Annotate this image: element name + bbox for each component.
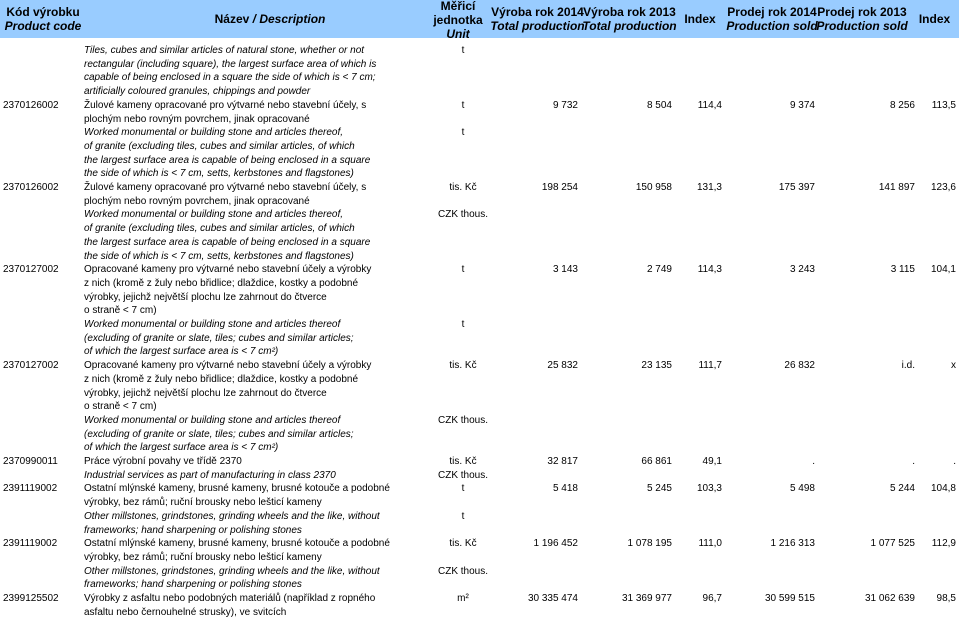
description-cz-line: Opracované kameny pro výtvarné nebo stavební účely a výrobky [84,360,372,372]
description-en-line: of which the largest surface area is < 7 cm²) [84,442,279,454]
table-body [0,44,959,618]
unit-en: t [461,45,465,56]
description-en-line: artificially coloured granules, chippings and powder [84,86,311,98]
value-c2: 150 958 [635,182,672,193]
description-en-line: Worked monumental or building stone and articles thereof [84,319,341,330]
value-c1: 30 335 474 [527,593,578,604]
value-c6: 104,8 [930,483,956,495]
unit-en: CZK thous. [437,414,489,426]
value-c2: 2 749 [646,264,672,276]
unit-cz: t [461,483,465,495]
description-cz-line: plochým nebo rovným povrchem, jinak opracované [84,113,310,125]
description-cz-line: Ostatní mlýnské kameny, brusné kameny, brusné kotouče a podobné [84,483,390,495]
description-en-line: Tiles, cubes and similar articles of natural stone, whether or not [84,45,365,56]
unit-en: CZK thous. [437,565,489,577]
unit-cz: tis. Kč [449,456,477,467]
description-en-line: capable of being enclosed in a square the side of which is < 7 cm; [84,72,376,84]
unit-en: t [461,127,465,139]
description-cz-line: o straně < 7 cm) [84,305,157,317]
value-c3: 114,3 [697,264,722,276]
value-c6: 104,1 [930,264,956,276]
header-unit-cz2: jednotka [433,13,483,27]
description-en-line: frameworks; hand sharpening or polishing stones [84,579,302,591]
description-cz-line: Výrobky z asfaltu nebo podobných materiálů (například z ropného [84,593,376,604]
header-unit [418,0,498,41]
unit-cz: t [461,99,465,111]
value-c1: 9 732 [552,99,578,111]
value-c4: 3 243 [789,264,815,276]
value-c2: 23 135 [641,360,672,372]
header-unit-cz1: Měřicí [440,0,476,13]
unit-cz: tis. Kč [449,538,477,550]
value-c3: 103,3 [696,483,722,495]
description-en-line: the side of which is < 7 cm, setts, kerbstones and flagstones) [84,250,354,262]
value-c2: 66 861 [641,456,672,467]
description-en-line: Other millstones, grindstones, grinding wheels and the like, without [84,565,380,577]
value-c4: 1 216 313 [770,538,815,550]
header-prod2013-en: Total production [582,19,677,33]
header-code-en: Product code [4,19,82,33]
header-unit-en: Unit [446,27,470,41]
description-en-line: (excluding of granite or slate, tiles; cubes and similar articles; [84,428,354,440]
product-code: 2370127002 [3,264,59,276]
description-cz-line: o straně < 7 cm) [84,401,157,413]
value-c4: 26 832 [784,360,815,372]
header-code-cz: Kód výrobku [6,5,80,19]
description-en-line: the side of which is < 7 cm, setts, kerbstones and flagstones) [84,168,354,180]
header-sold-2014 [722,5,822,33]
value-c2: 1 078 195 [627,538,672,550]
description-cz-line: Ostatní mlýnské kameny, brusné kameny, brusné kotouče a podobné [84,538,390,550]
description-en-line: Worked monumental or building stone and articles thereof, [84,209,344,221]
value-c1: 5 418 [552,483,578,495]
value-c5: 31 062 639 [864,593,915,604]
product-code: 2391119002 [3,483,58,495]
product-code: 2370126002 [3,99,59,111]
description-cz-line: Žulové kameny opracované pro výtvarné nebo stavební účely, s [84,99,367,111]
value-c1: 198 254 [541,182,578,193]
value-c4: 30 599 515 [764,593,815,604]
value-c5: 8 256 [889,99,915,111]
value-c5: . [912,456,915,467]
value-c6: 113,5 [931,99,956,111]
header-product-code [0,5,86,33]
value-c4: 9 374 [789,99,815,111]
header-sold2014-cz: Prodej rok 2014 [727,5,817,19]
value-c6: 112,9 [931,538,956,550]
description-cz-line: výrobky, jejichž největší plochu lze zahrnout do čtverce [84,291,327,303]
product-code: 2391119002 [3,538,58,550]
description-cz-line: výrobky, bez rámů; ruční brousky nebo lešticí kameny [84,551,322,563]
unit-cz: t [461,264,465,276]
unit-cz: tis. Kč [449,360,477,372]
value-c5: i.d. [901,360,915,372]
header-sold-2013 [812,5,912,33]
value-c1: 3 143 [552,264,578,276]
description-cz-line: plochým nebo rovným povrchem, jinak opracované [84,195,310,207]
header-index-production: Index [684,12,716,26]
unit-en: CZK thous. [437,469,489,481]
product-code: 2370990011 [3,456,58,467]
description-cz-line: Práce výrobní povahy ve třídě 2370 [84,456,242,467]
unit-cz: tis. Kč [449,182,477,193]
header-prod2013-cz: Výroba rok 2013 [583,5,676,19]
header-desc-cz: Název [214,12,250,26]
header-sold2013-en: Production sold [816,19,908,33]
description-en-line: of granite (excluding tiles, cubes and similar articles, of which [84,223,355,235]
unit-en: CZK thous. [437,209,489,221]
description-cz-line: z nich (kromě z žuly nebo břidlice; dlaždice, kostky a podobné [84,373,359,385]
product-code: 2370127002 [3,360,59,372]
description-cz-line: výrobky, jejichž největší plochu lze zahrnout do čtverce [84,387,327,399]
value-c4: 175 397 [778,182,815,193]
header-desc-sep: / [249,12,260,26]
header-production-2013 [582,5,677,33]
value-c2: 31 369 977 [621,593,672,604]
value-c3: 49,1 [702,456,722,467]
description-cz-line: asfaltu nebo černouhelné strusky), ve svitcích [84,606,287,618]
table-header [0,0,959,41]
unit-cz: m² [457,593,469,604]
description-en-line: frameworks; hand sharpening or polishing stones [84,524,302,536]
header-prod2014-cz: Výroba rok 2014 [491,5,584,19]
header-desc-en: Description [259,12,326,26]
header-sold2013-cz: Prodej rok 2013 [817,5,907,19]
value-c4: . [812,456,815,467]
value-c3: 96,7 [702,593,722,604]
description-en-line: of granite (excluding tiles, cubes and similar articles, of which [84,140,355,152]
value-c5: 1 077 525 [870,538,915,550]
header-description [125,12,415,26]
value-c2: 8 504 [646,99,672,111]
description-en-line: Other millstones, grindstones, grinding wheels and the like, without [84,510,380,522]
description-en-line: (excluding of granite or slate, tiles; cubes and similar articles; [84,332,354,344]
description-en-line: the largest surface area is capable of being enclosed in a square [84,236,371,248]
value-c3: 111,7 [698,360,722,372]
value-c5: 5 244 [889,483,915,495]
header-index-sold: Index [918,12,951,26]
value-c6: 123,6 [930,182,956,193]
value-c4: 5 498 [789,483,815,495]
description-cz-line: Opracované kameny pro výtvarné nebo stavební účely a výrobky [84,264,372,276]
description-en-line: of which the largest surface area is < 7 cm²) [84,346,279,358]
description-cz-line: z nich (kromě z žuly nebo břidlice; dlaždice, kostky a podobné [84,277,359,289]
value-c3: 131,3 [696,182,722,193]
value-c5: 3 115 [890,264,915,276]
value-c5: 141 897 [878,182,915,193]
unit-en: t [461,510,465,522]
description-en-line: Industrial services as part of manufacturing in class 2370 [84,469,336,481]
value-c2: 5 245 [646,483,672,495]
unit-en: t [461,319,465,330]
value-c6: 98,5 [936,593,956,604]
header-production-2014 [490,5,585,33]
description-en-line: rectangular (including square), the largest surface area of which is [84,58,377,70]
value-c6: x [951,360,956,372]
description-en-line: the largest surface area is capable of being enclosed in a square [84,154,371,166]
value-c3: 111,0 [698,538,722,550]
product-code: 2399125502 [3,593,59,604]
header-sold2014-en: Production sold [726,19,818,33]
value-c3: 114,4 [697,99,722,111]
description-en-line: Worked monumental or building stone and articles thereof [84,414,341,426]
value-c6: . [953,456,956,467]
header-prod2014-en: Total production [490,19,585,33]
description-en-line: Worked monumental or building stone and articles thereof, [84,127,344,139]
description-cz-line: výrobky, bez rámů; ruční brousky nebo lešticí kameny [84,497,322,509]
value-c1: 25 832 [547,360,578,372]
value-c1: 32 817 [547,456,578,467]
description-cz-line: Žulové kameny opracované pro výtvarné nebo stavební účely, s [84,182,367,193]
value-c1: 1 196 452 [533,538,578,550]
product-code: 2370126002 [3,182,59,193]
